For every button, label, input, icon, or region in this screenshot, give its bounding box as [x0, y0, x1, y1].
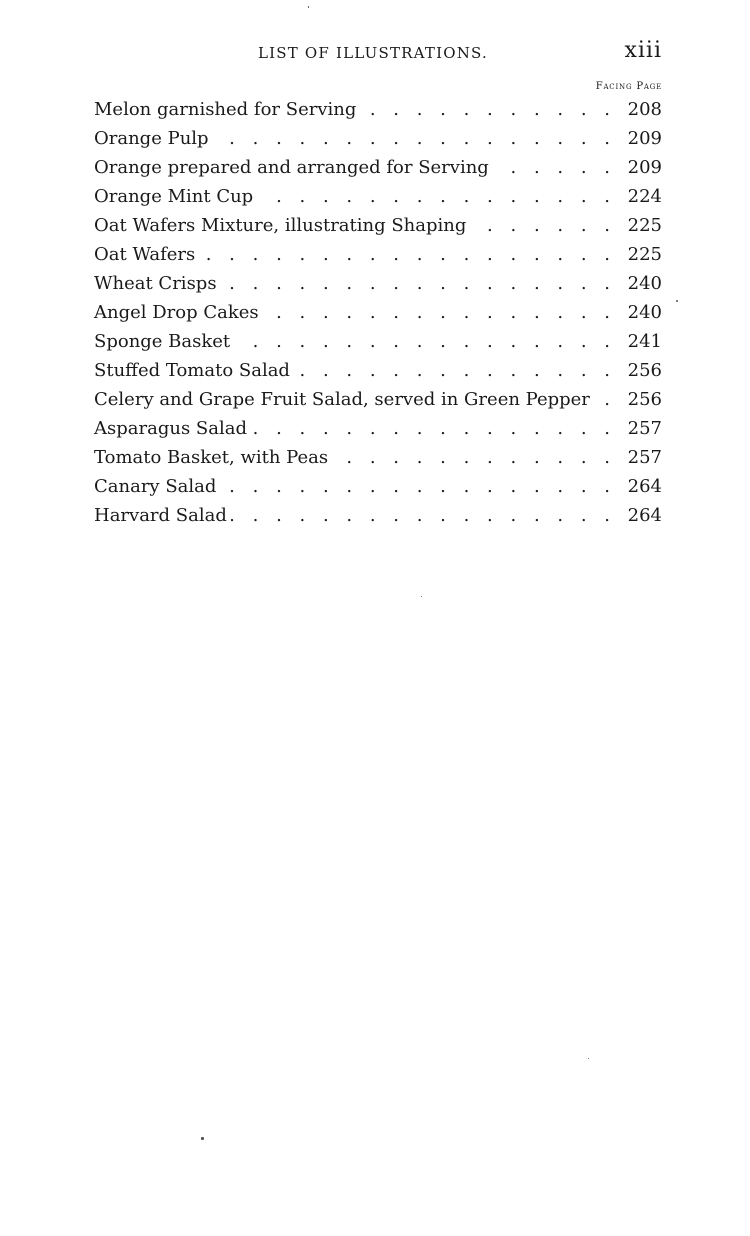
- entry-title: Angel Drop Cakes: [94, 302, 259, 323]
- ink-speck: [308, 6, 309, 8]
- entry-title: Sponge Basket: [94, 331, 231, 352]
- entry-title: Harvard Salad: [94, 505, 227, 526]
- ink-speck: [588, 1058, 589, 1059]
- entry-page: 209: [627, 128, 662, 149]
- illustrations-list: [94, 95, 662, 530]
- entry-page: 256: [627, 360, 662, 381]
- list-item: [94, 356, 662, 385]
- list-item: [94, 472, 662, 501]
- entry-page: 264: [627, 476, 662, 497]
- dot-leader: [231, 501, 616, 530]
- entry-title: Tomato Basket, with Peas: [94, 447, 329, 468]
- entry-title: Canary Salad: [94, 476, 217, 497]
- entry-page: 240: [627, 273, 662, 294]
- list-item: [94, 240, 662, 269]
- entry-title: Melon garnished for Serving: [94, 99, 357, 120]
- entry-page: 241: [627, 331, 662, 352]
- dot-leader: [263, 298, 616, 327]
- entry-title: Celery and Grape Fruit Salad, served in Green Pepper: [94, 389, 590, 410]
- dot-leader: [251, 414, 616, 443]
- dot-leader: [360, 95, 616, 124]
- entry-page: 208: [627, 99, 662, 120]
- entry-page: 240: [627, 302, 662, 323]
- entry-title: Oat Wafers: [94, 244, 196, 265]
- dot-leader: [257, 182, 616, 211]
- list-item: [94, 501, 662, 530]
- entry-title: Wheat Crisps: [94, 273, 217, 294]
- dot-leader: [594, 385, 616, 414]
- entry-title: Asparagus Salad: [94, 418, 247, 439]
- entry-page: 225: [627, 244, 662, 265]
- list-item: [94, 298, 662, 327]
- dot-leader: [213, 124, 616, 153]
- dot-leader: [294, 356, 616, 385]
- entry-page: 257: [627, 418, 662, 439]
- entry-page: 225: [627, 215, 662, 236]
- list-item: [94, 182, 662, 211]
- entry-title: Stuffed Tomato Salad: [94, 360, 290, 381]
- dot-leader: [221, 269, 616, 298]
- dot-leader: [332, 443, 616, 472]
- list-item: [94, 443, 662, 472]
- dot-leader: [234, 327, 616, 356]
- dot-leader: [470, 211, 616, 240]
- entry-title: Orange Mint Cup: [94, 186, 254, 207]
- entry-title: Orange prepared and arranged for Serving: [94, 157, 489, 178]
- list-item: [94, 95, 662, 124]
- running-head: LIST OF ILLUSTRATIONS.: [258, 44, 488, 62]
- list-item: [94, 327, 662, 356]
- list-item: [94, 414, 662, 443]
- list-item: [94, 211, 662, 240]
- dot-leader: [199, 240, 616, 269]
- ink-speck: [201, 1137, 204, 1140]
- entry-page: 224: [627, 186, 662, 207]
- list-item: [94, 124, 662, 153]
- entry-page: 264: [627, 505, 662, 526]
- ink-speck: [421, 596, 422, 597]
- entry-page: 209: [627, 157, 662, 178]
- ink-speck: [676, 300, 678, 302]
- entry-page: 257: [627, 447, 662, 468]
- entry-title: Orange Pulp: [94, 128, 209, 149]
- entry-title: Oat Wafers Mixture, illustrating Shaping: [94, 215, 467, 236]
- entry-page: 256: [627, 389, 662, 410]
- list-item: [94, 153, 662, 182]
- facing-page-label: Facing Page: [595, 81, 662, 92]
- list-item: [94, 385, 662, 414]
- list-item: [94, 269, 662, 298]
- dot-leader: [493, 153, 616, 182]
- dot-leader: [220, 472, 616, 501]
- page-number: xiii: [624, 38, 662, 63]
